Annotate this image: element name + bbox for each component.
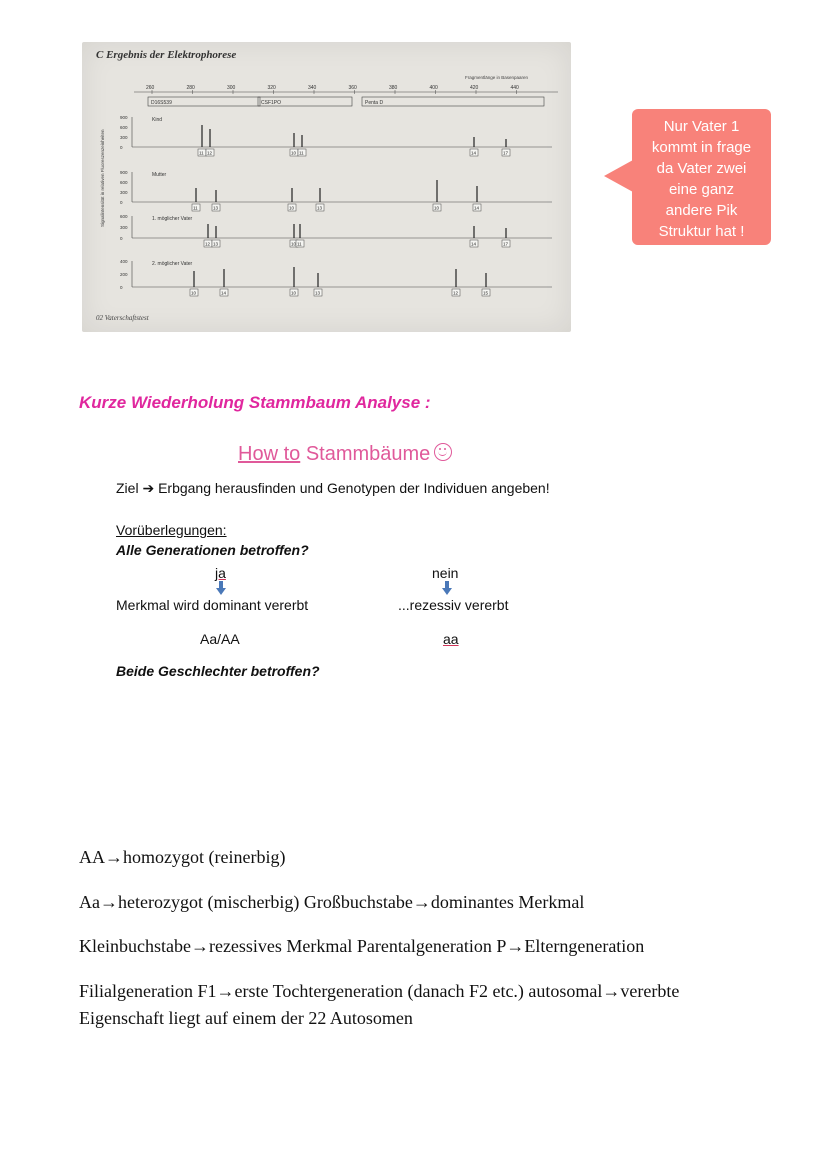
allele-label: 10 <box>289 205 295 211</box>
lane-scale-label: 0 <box>120 236 123 241</box>
allele-label: 10 <box>291 241 297 247</box>
howto-question-sexes: Beide Geschlechter betroffen? <box>116 663 320 679</box>
electrophoresis-figure <box>82 42 571 332</box>
howto-recessive: ...rezessiv vererbt <box>398 597 509 613</box>
allele-label: 13 <box>315 290 321 296</box>
allele-label: 10 <box>191 290 197 296</box>
allele-label: 15 <box>483 290 489 296</box>
marker-label: CSF1PO <box>261 100 282 106</box>
lane-scale-label: 0 <box>120 285 123 290</box>
callout-line: andere Pik <box>665 202 738 219</box>
down-arrow-icon <box>442 581 452 595</box>
allele-label: 14 <box>474 205 480 211</box>
howto-pre-label: Vorüberlegungen: <box>116 522 227 538</box>
callout-note <box>632 109 771 245</box>
allele-label: 12 <box>453 290 459 296</box>
howto-dominant: Merkmal wird dominant vererbt <box>116 597 309 613</box>
lane-scale-label: 600 <box>120 180 128 185</box>
allele-label: 14 <box>471 241 477 247</box>
lane <box>120 170 552 211</box>
scale-tick-label: 340 <box>308 85 317 91</box>
allele-label: 17 <box>503 150 509 156</box>
lane-scale-label: 300 <box>120 190 128 195</box>
figure-title: C Ergebnis der Elektrophorese <box>96 49 237 61</box>
howto-no: nein <box>432 565 459 581</box>
marker-box <box>362 97 544 106</box>
howto-question-generations: Alle Generationen betroffen? <box>116 542 309 558</box>
lane-scale-label: 0 <box>120 145 123 150</box>
note-line: Aa→heterozygot (mischerbig) Großbuchstabe→dominantes Merkmal <box>79 892 585 912</box>
marker-label: D16S539 <box>151 100 172 106</box>
lane-scale-label: 300 <box>120 135 128 140</box>
allele-label: 13 <box>213 205 219 211</box>
callout-line: da Vater zwei <box>656 160 747 177</box>
lane-label: 2. möglicher Vater <box>152 261 193 267</box>
callout-line: Nur Vater 1 <box>663 118 740 135</box>
note-line: Filialgeneration F1→erste Tochtergeneration (danach F2 etc.) autosomal→vererbte <box>79 981 680 1001</box>
lane <box>120 115 552 156</box>
lane-label: 1. möglicher Vater <box>152 216 193 222</box>
lanes <box>120 115 552 296</box>
scale-tick-label: 380 <box>389 85 398 91</box>
allele-label: 12 <box>207 150 213 156</box>
allele-label: 14 <box>221 290 227 296</box>
lane-scale-label: 0 <box>120 200 123 205</box>
note-line: Eigenschaft liegt auf einem der 22 Autosomen <box>79 1008 413 1028</box>
scale-tick-label: 300 <box>227 85 236 91</box>
note-line: Kleinbuchstabe→rezessives Merkmal Parentalgeneration P→Elterngeneration <box>79 936 645 956</box>
note-line: AA→homozygot (reinerbig) <box>79 847 286 867</box>
howto-title <box>238 442 452 466</box>
allele-label: 11 <box>297 241 302 247</box>
allele-label: 13 <box>317 205 323 211</box>
callout-line: Struktur hat ! <box>658 223 745 240</box>
down-arrow-icon <box>216 581 226 595</box>
figure-footer: 02 Vaterschaftstest <box>96 314 149 322</box>
y-axis-label: Signalintensität in relativen Fluoreszenzeinheiten <box>100 129 105 227</box>
lane-scale-label: 400 <box>120 259 128 264</box>
allele-label: 10 <box>434 205 440 211</box>
scale-tick-label: 280 <box>186 85 195 91</box>
scale-tick-label: 440 <box>510 85 519 91</box>
lane <box>120 214 552 247</box>
lane-scale-label: 900 <box>120 170 128 175</box>
allele-label: 13 <box>213 241 219 247</box>
lane-label: Kind <box>152 117 163 123</box>
callout-tail <box>604 160 633 192</box>
axis-caption: Fragmentlänge in Basenpaaren <box>465 75 529 80</box>
scale-tick-label: 420 <box>470 85 479 91</box>
allele-label: 17 <box>503 241 509 247</box>
allele-label: 10 <box>291 150 297 156</box>
howto-genotype-dominant: Aa/AA <box>200 631 240 647</box>
smiley-icon <box>434 443 452 461</box>
lane-scale-label: 600 <box>120 125 128 130</box>
howto-yes: ja <box>215 565 226 581</box>
allele-label: 14 <box>471 150 477 156</box>
electrophoresis-chart <box>82 42 571 332</box>
scale-tick-label: 260 <box>146 85 155 91</box>
callout-line: eine ganz <box>668 181 735 198</box>
lane <box>120 259 552 296</box>
lane-scale-label: 200 <box>120 272 128 277</box>
howto-genotype-recessive: aa <box>443 631 459 647</box>
allele-label: 10 <box>291 290 297 296</box>
allele-label: 11 <box>199 150 204 156</box>
allele-label: 11 <box>299 150 304 156</box>
scale-tick-label: 320 <box>267 85 276 91</box>
lane-scale-label: 300 <box>120 225 128 230</box>
howto-title-underlined: How to <box>238 443 301 465</box>
scale-tick-label: 360 <box>348 85 357 91</box>
allele-label: 12 <box>205 241 211 247</box>
callout-line: kommt in frage <box>651 139 752 156</box>
lane-scale-label: 900 <box>120 115 128 120</box>
marker-label: Penta D <box>365 100 384 106</box>
lane-label: Mutter <box>152 172 167 178</box>
howto-goal: Ziel ➔ Erbgang herausfinden und Genotypen der Individuen angeben! <box>116 480 550 496</box>
howto-title-rest: Stammbäume <box>305 443 431 465</box>
scale-ticks <box>146 85 519 94</box>
marker-boxes <box>148 97 544 106</box>
section-heading: Kurze Wiederholung Stammbaum Analyse : <box>79 393 431 412</box>
lane-scale-label: 600 <box>120 214 128 219</box>
scale-tick-label: 400 <box>429 85 438 91</box>
allele-label: 11 <box>193 205 198 211</box>
